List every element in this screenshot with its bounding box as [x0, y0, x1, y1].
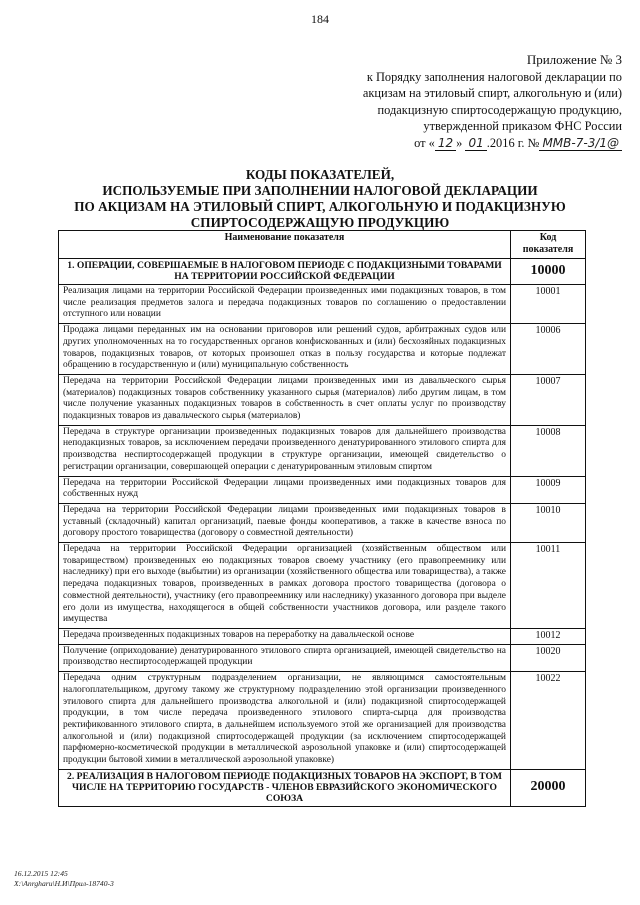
title-line: КОДЫ ПОКАЗАТЕЛЕЙ,: [245, 167, 395, 182]
section-row: [59, 769, 586, 806]
table-row: [59, 285, 586, 324]
footer-timestamp: 16.12.2015 12:45: [14, 869, 68, 878]
indicator-code: 10022: [511, 672, 586, 770]
title-line: ИСПОЛЬЗУЕМЫЕ ПРИ ЗАПОЛНЕНИИ НАЛОГОВОЙ ДЕКЛАРАЦИИ: [102, 183, 538, 198]
appendix-header: [300, 52, 622, 151]
date-day: 12: [435, 137, 456, 151]
table-row: [59, 503, 586, 542]
title-line: ПО АКЦИЗАМ НА ЭТИЛОВЫЙ СПИРТ, АЛКОГОЛЬНУЮ И ПОДАКЦИЗНУЮ: [74, 199, 566, 214]
indicator-code: 10010: [511, 503, 586, 542]
table-row: [59, 425, 586, 476]
header-indicator-code: Код показателя: [511, 231, 586, 259]
file-footer: [14, 869, 114, 888]
date-month: 01: [465, 137, 486, 151]
table-header-row: [59, 231, 586, 259]
indicator-code: 10006: [511, 324, 586, 375]
section-title: 1. ОПЕРАЦИИ, СОВЕРШАЕМЫЕ В НАЛОГОВОМ ПЕРИОДЕ С ПОДАКЦИЗНЫМИ ТОВАРАМИ НА ТЕРРИТОРИИ РОССИЙСКОЙ ФЕДЕРАЦИИ: [59, 259, 511, 285]
footer-file-path: X:\Anrgharu\Н.И\Прил-18740-3: [14, 878, 114, 888]
table-row: [59, 543, 586, 629]
table-row: [59, 476, 586, 503]
indicator-name: Передача в структуре организации произведенных подакцизных товаров для дальнейшего производства неподакцизных товаров, за исключением передачи произведенного денатурированного этилового спирта для производства неспиртосодержащей продукции в структуре организации, имеющей свидетельство о регистрации организации, совершающей операции с денатурированным этиловым спиртом: [59, 425, 511, 476]
appendix-line: акцизам на этиловый спирт, алкогольную и (или): [362, 86, 622, 100]
title-line: СПИРТОСОДЕРЖАЩУЮ ПРОДУКЦИЮ: [190, 215, 450, 230]
header-indicator-name: Наименование показателя: [59, 231, 511, 259]
section-title: 2. РЕАЛИЗАЦИЯ В НАЛОГОВОМ ПЕРИОДЕ ПОДАКЦИЗНЫХ ТОВАРОВ НА ЭКСПОРТ, В ТОМ ЧИСЛЕ НА ТЕРРИТОРИЮ ГОСУДАРСТВ - ЧЛЕНОВ ЕВРАЗИЙСКОГО ЭКОНОМИЧЕСКОГО СОЮЗА: [59, 769, 511, 806]
section-code: 20000: [511, 769, 586, 806]
order-number: ММВ-7-3/1@: [539, 137, 622, 151]
indicator-name: Передача одним структурным подразделением организации, не являющимся самостоятельным налогоплательщиком, другому такому же структурному подразделению этой организации произведенного этилового спирта для дальнейшего производства алкогольной и (или) подакцизной спиртосодержащей продукции, в том числе передача произведенного этилового спирта-сырца для производства ректификованного этилового спирта, в дальнейшем используемого этой же организацией для производства алкогольной и (или) подакцизной спиртосодержащей продукции (за исключением спиртосодержащей парфюмерно-косметической продукции в металлической аэрозольной упаковке и (или) спиртосодержащей продукции бытовой химии в металлической аэрозольной упаковке): [59, 672, 511, 770]
indicator-code: 10001: [511, 285, 586, 324]
table-row: [59, 644, 586, 671]
indicator-name: Передача на территории Российской Федерации организацией (хозяйственным обществом или товариществом) произведенных ею подакцизных товаров своему участнику (его правопреемнику или наследнику) при его выходе (выбытии) из организации (хозяйственного общества или товарищества), а также передача подакцизных товаров, произведенных в рамках договора простого товарищества (договора о совместной деятельности), участнику (его правопреемнику или наследнику) указанного договора при выделе его доли из имущества, находящегося в общей собственности участников договора, или разделе такого имущества: [59, 543, 511, 629]
indicator-name: Передача на территории Российской Федерации лицами произведенных ими подакцизных товаров для собственных нужд: [59, 476, 511, 503]
table-row: [59, 374, 586, 425]
indicator-code: 10008: [511, 425, 586, 476]
indicator-name: Передача на территории Российской Федерации лицами произведенных ими подакцизных товаров в уставный (складочный) капитал организаций, паевые фонды кооперативов, а также в качестве взноса по договору простого товарищества (договору о совместной деятельности): [59, 503, 511, 542]
indicator-name: Получение (оприходование) денатурированного этилового спирта организацией, имеющей свидетельство на производство неспиртосодержащей продукции: [59, 644, 511, 671]
indicator-name: Передача на территории Российской Федерации лицами произведенных ими из давальческого сырья (материалов) подакцизных товаров собственнику указанного сырья (материалов) либо другим лицам, в том числе получение указанных подакцизных товаров в собственность в счет оплаты услуг по производству подакцизных товаров из давальческого сырья (материалов): [59, 374, 511, 425]
order-date-line: [300, 135, 622, 152]
appendix-line: утвержденной приказом ФНС России: [423, 119, 622, 133]
appendix-line: подакцизную спиртосодержащую продукцию,: [377, 102, 622, 117]
indicator-name: Продажа лицами переданных им на основании приговоров или решений судов, арбитражных судов или других уполномоченных на то государственных органов конфискованных и (или) бесхозяйных подакцизных товаров, подакцизных товаров, от которых произошел отказ в пользу государства и которые подлежат обращению в государственную и (или) муниципальную собственность: [59, 324, 511, 375]
section-code: 10000: [511, 259, 586, 285]
page-number: 184: [311, 12, 329, 26]
indicator-name: Реализация лицами на территории Российской Федерации произведенных ими подакцизных товаров, в том числе реализация предметов залога и передача подакцизных товаров по соглашению о предоставлении отступного или новации: [59, 285, 511, 324]
indicator-name: Передача произведенных подакцизных товаров на переработку на давальческой основе: [59, 628, 511, 644]
table-row: [59, 324, 586, 375]
date-prefix: от «: [414, 135, 435, 150]
date-year: .2016 г. №: [486, 135, 540, 150]
indicator-code: 10011: [511, 543, 586, 629]
table-row: [59, 672, 586, 770]
indicator-code: 10012: [511, 628, 586, 644]
indicator-code: 10009: [511, 476, 586, 503]
appendix-line: к Порядку заполнения налоговой декларации по: [366, 69, 622, 84]
appendix-title: Приложение № 3: [526, 52, 622, 67]
document-title: [40, 167, 600, 231]
indicator-code: 10020: [511, 644, 586, 671]
section-row: [59, 259, 586, 285]
indicator-codes-table: [58, 230, 586, 807]
date-separator: »: [456, 135, 463, 150]
indicator-code: 10007: [511, 374, 586, 425]
table-row: [59, 628, 586, 644]
